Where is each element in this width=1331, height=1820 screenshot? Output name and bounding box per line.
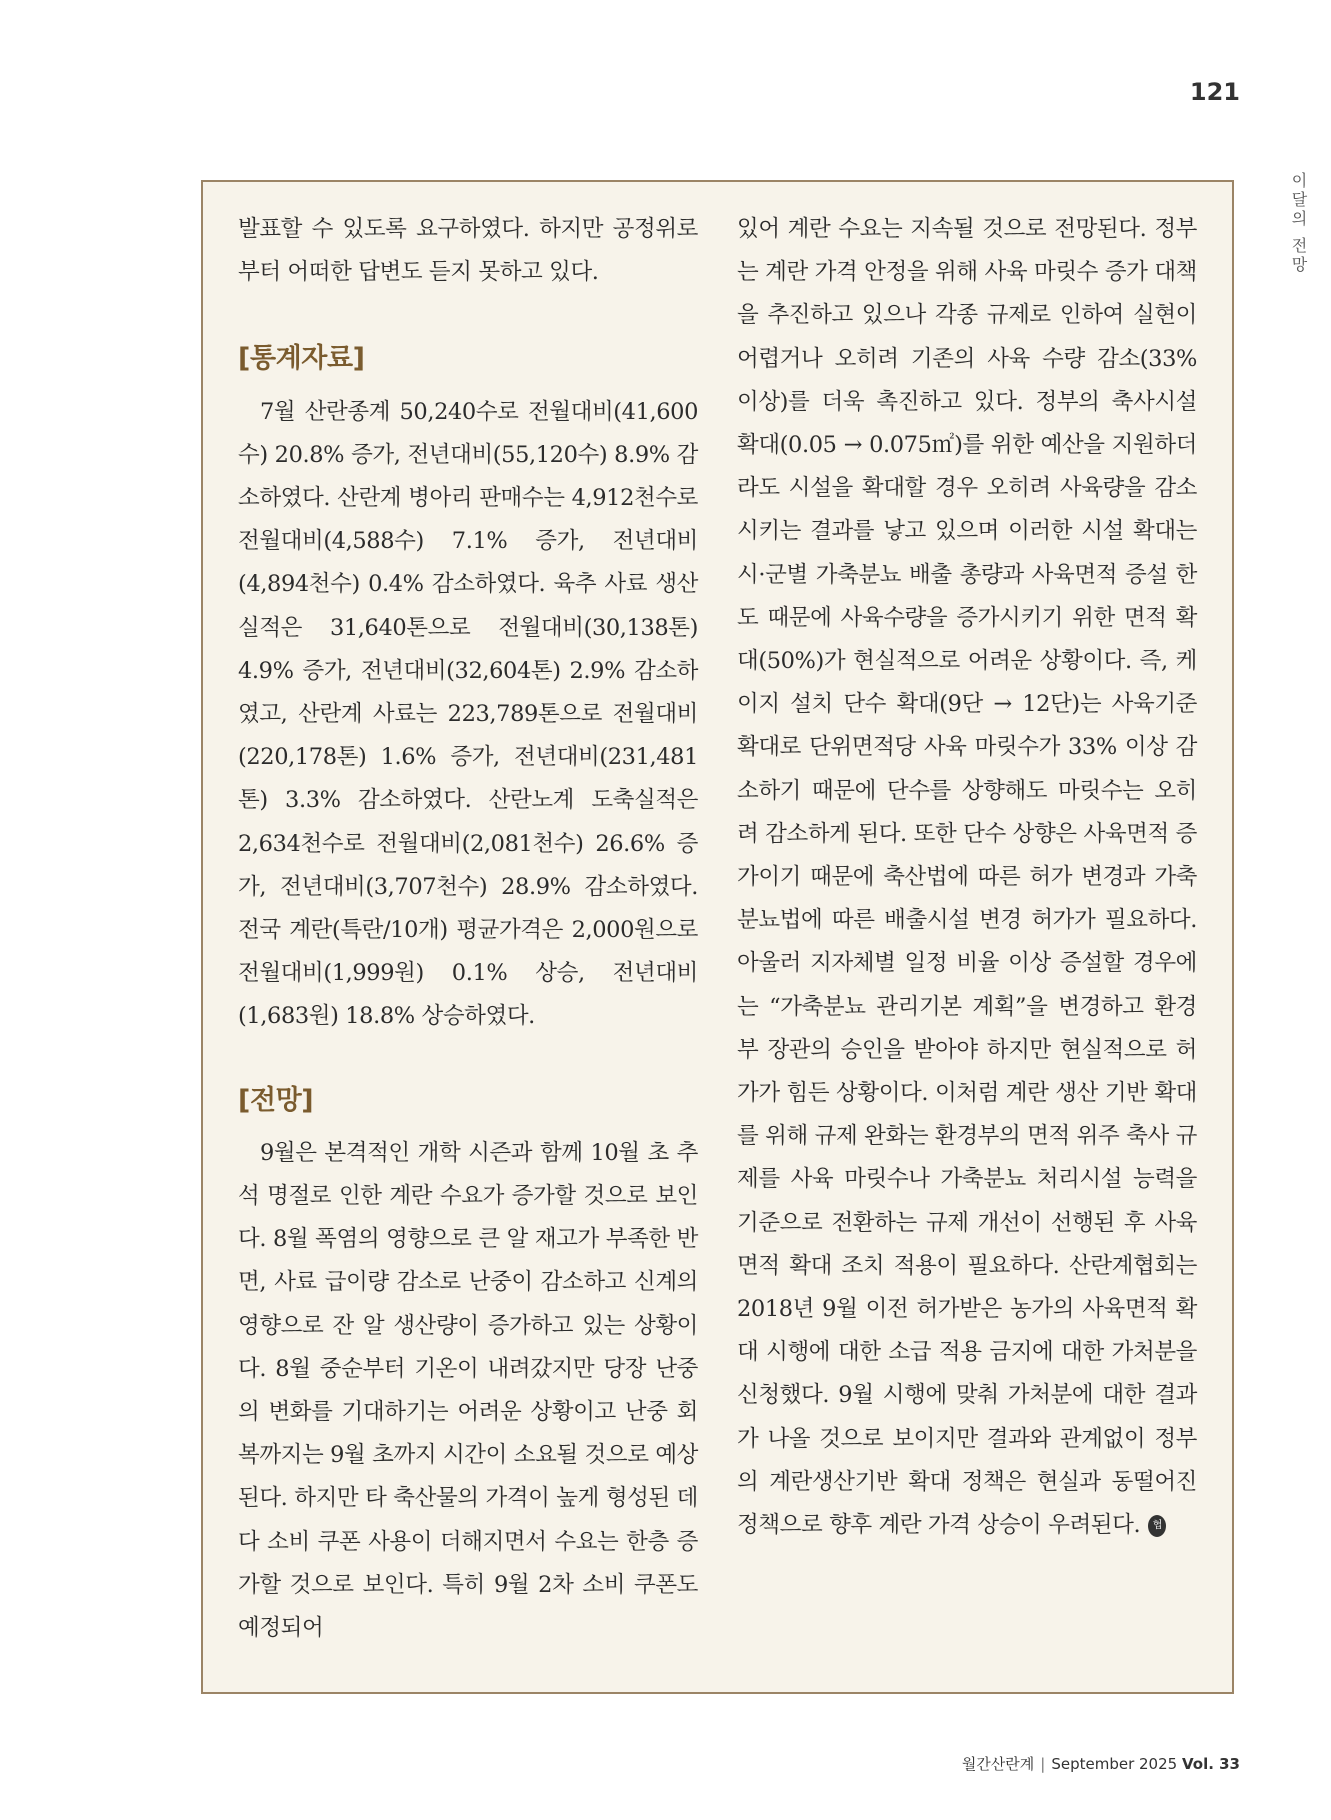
article-box [201,180,1234,1694]
stats-paragraph: 7월 산란종계 50,240수로 전월대비(41,600수) 20.8% 증가, 전년대비(55,120수) 8.9% 감소하였다. 산란계 병아리 판매수는 4,912천수로 전월대비(4,588수) 7.1% 증가, 전년대비(4,894천수) 0.4% 감소하였다. 육추 사료 생산실적은 31,640톤으로 전월대비(30,138톤) 4.9% 증가, 전년대비(32,604톤) 2.9% 감소하였고, 산란계 사료는 223,789톤으로 전월대비(220,178톤) 1.6% 증가, 전년대비(231,481톤) 3.3% 감소하였다. 산란노계 도축실적은 2,634천수로 전월대비(2,081천수) 26.6% 증가, 전년대비(3,707천수) 28.9% 감소하였다. 전국 계란(특란/10개) 평균가격은 2,000원으로 전월대비(1,999원) 0.1% 상승, 전년대비(1,683원) 18.8% 상승하였다. [238,398,698,1030]
left-column [238,208,698,1650]
end-mark-label: 협 [1152,1520,1162,1532]
page-number: 121 [1189,78,1240,106]
footer-magazine: 월간산란계 [961,1755,1035,1773]
footer-volume: Vol. 33 [1181,1755,1240,1773]
stats-heading: [통계자료] [238,343,365,375]
footer-separator: | [1040,1755,1046,1773]
end-mark-icon [1148,1515,1166,1537]
footer-issue: September 2025 [1051,1755,1178,1773]
outlook-continued-text: 있어 계란 수요는 지속될 것으로 전망된다. 정부는 계란 가격 안정을 위해 사육 마릿수 증가 대책을 추진하고 있으나 각종 규제로 인하여 실현이 어렵거나 오히려 기존의 사육 수량 감소(33% 이상)를 더욱 촉진하고 있다. 정부의 축사시설 확대(0.05 → 0.075㎡)를 위한 예산을 지원하더라도 시설을 확대할 경우 오히려 사육량을 감소시키는 결과를 낳고 있으며 이러한 시설 확대는 시·군별 가축분뇨 배출 총량과 사육면적 증설 한도 때문에 사육수량을 증가시키기 위한 면적 확대(50%)가 현실적으로 어려운 상황이다. 즉, 케이지 설치 단수 확대(9단 → 12단)는 사육기준 확대로 단위면적당 사육 마릿수가 33% 이상 감소하기 때문에 단수를 상향해도 마릿수는 오히려 감소하게 된다. 또한 단수 상향은 사육면적 증가이기 때문에 축산법에 따른 허가 변경과 가축분뇨법에 따른 배출시설 변경 허가가 필요하다. 아울러 지자체별 일정 비율 이상 증설할 경우에는 “가축분뇨 관리기본 계획”을 변경하고 환경부 장관의 승인을 받아야 하지만 현실적으로 허가가 힘든 상황이다. 이처럼 계란 생산 기반 확대를 위해 규제 완화는 환경부의 면적 위주 축사 규제를 사육 마릿수나 가축분뇨 처리시설 능력을 기준으로 전환하는 규제 개선이 선행된 후 사육면적 확대 조치 적용이 필요하다. 산란계협회는 2018년 9월 이전 허가받은 농가의 사육면적 확대 시행에 대한 소급 적용 금지에 대한 가처분을 신청했다. 9월 시행에 맞춰 가처분에 대한 결과가 나올 것으로 보이지만 결과와 관계없이 정부의 계란생산기반 확대 정책은 현실과 동떨어진 정책으로 향후 계란 가격 상승이 우려된다. [737,216,1197,1539]
section-label: 이달의 전망 [1289,172,1308,276]
intro-paragraph: 발표할 수 있도록 요구하였다. 하지만 공정위로부터 어떠한 답변도 듣지 못하고 있다. [238,216,698,286]
outlook-paragraph: 9월은 본격적인 개학 시즌과 함께 10월 초 추석 명절로 인한 계란 수요가 증가할 것으로 보인다. 8월 폭염의 영향으로 큰 알 재고가 부족한 반면, 사료 급이량 감소로 난중이 감소하고 신계의 영향으로 잔 알 생산량이 증가하고 있는 상황이다. 8월 중순부터 기온이 내려갔지만 당장 난중의 변화를 기대하기는 어려운 상황이고 난중 회복까지는 9월 초까지 시간이 소요될 것으로 예상된다. 하지만 타 축산물의 가격이 높게 형성된 데다 소비 쿠폰 사용이 더해지면서 수요는 한층 증가할 것으로 보인다. 특히 9월 2차 소비 쿠폰도 예정되어 [238,1139,698,1642]
outlook-heading: [전망] [238,1084,314,1116]
outlook-continued-paragraph [737,208,1197,1547]
right-column [737,208,1197,1547]
footer [900,1753,1240,1774]
